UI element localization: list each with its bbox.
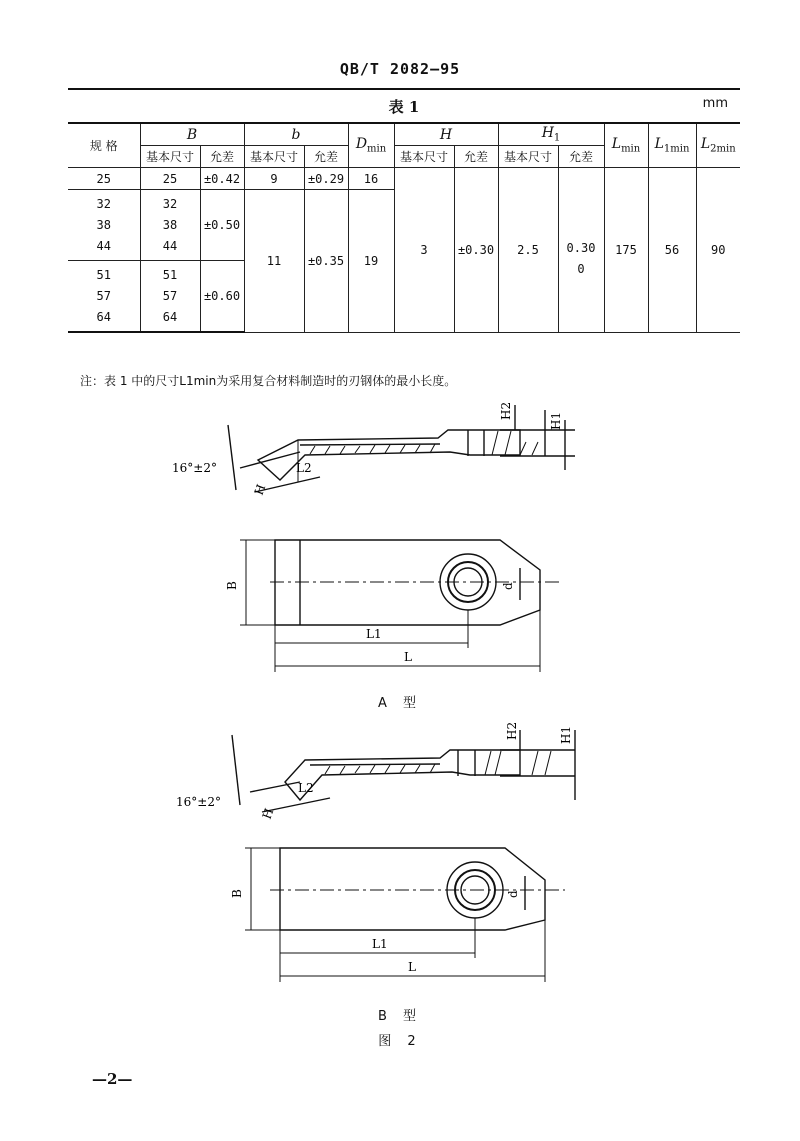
th-D: $D_{min}$ — [348, 123, 394, 168]
table-note: 注：表 1 中的尺寸L1min为采用复合材料制造时的刃钢体的最小长度。 — [80, 374, 457, 388]
spec-cell: 25 — [68, 168, 140, 190]
angle-label: 16°±2° — [176, 795, 221, 809]
H1-label: H1 — [549, 411, 563, 430]
D-cell: 19 — [348, 190, 394, 333]
table-title: 表 1 — [388, 98, 420, 116]
d-label: d — [506, 890, 520, 898]
th-H1: $H_1$ — [498, 123, 604, 146]
B-label: B — [225, 581, 239, 590]
B-basic-cell: 51 57 64 — [140, 261, 200, 333]
angle-label: 16°±2° — [172, 461, 217, 475]
Lmin-cell: 175 — [604, 168, 648, 333]
L2-label: L2 — [298, 781, 314, 795]
L2-label: L2 — [296, 461, 312, 475]
table-caption — [68, 96, 740, 118]
H2-label: H2 — [499, 401, 513, 420]
th-Lmin: $L_{min}$ — [604, 123, 648, 168]
th-L2min: $L_{2min}$ — [696, 123, 740, 168]
th-L1min: $L_{1min}$ — [648, 123, 696, 168]
d-label: d — [501, 582, 515, 590]
L-label: L — [408, 960, 416, 974]
H1-label: H1 — [559, 725, 573, 744]
b-tol-cell: ±0.29 — [304, 168, 348, 190]
th-b: b — [244, 123, 348, 146]
table-unit: mm — [702, 96, 728, 111]
B-tol-cell: ±0.60 — [200, 261, 244, 333]
th-H: H — [394, 123, 498, 146]
spec-cell: 51 57 64 — [68, 261, 140, 333]
H-label: H — [259, 806, 277, 822]
H1-basic-cell: 2.5 — [498, 168, 558, 333]
H-tol-cell: ±0.30 — [454, 168, 498, 333]
L2min-cell: 90 — [696, 168, 740, 333]
H2-label: H2 — [505, 721, 519, 740]
H1-tol-cell: 0.30 0 — [558, 168, 604, 333]
B-tol-cell: ±0.50 — [200, 190, 244, 261]
figure-caption: 图 2 — [378, 1034, 422, 1049]
L-label: L — [404, 650, 412, 664]
figure-b-drawing — [0, 720, 800, 1000]
th-H1-basic: 基本尺寸 — [498, 146, 558, 168]
D-cell: 16 — [348, 168, 394, 190]
th-B-tol: 允差 — [200, 146, 244, 168]
L1min-cell: 56 — [648, 168, 696, 333]
figure-b-caption: B 型 — [377, 1009, 423, 1024]
L1-label: L1 — [372, 937, 388, 951]
H-basic-cell: 3 — [394, 168, 454, 333]
L1-label: L1 — [366, 627, 382, 641]
th-H1-tol: 允差 — [558, 146, 604, 168]
th-b-tol: 允差 — [304, 146, 348, 168]
figure-a-drawing — [0, 400, 800, 720]
figure-a-caption: A 型 — [377, 696, 423, 711]
b-basic-cell: 9 — [244, 168, 304, 190]
top-rule — [68, 88, 740, 90]
th-b-basic: 基本尺寸 — [244, 146, 304, 168]
B-tol-cell: ±0.42 — [200, 168, 244, 190]
th-B: B — [140, 123, 244, 146]
spec-table — [68, 122, 740, 333]
spec-cell: 32 38 44 — [68, 190, 140, 261]
b-basic-cell: 11 — [244, 190, 304, 333]
B-basic-cell: 25 — [140, 168, 200, 190]
H-label: H — [251, 482, 269, 498]
standard-header: QB/T 2082—95 — [339, 60, 461, 78]
B-label: B — [230, 889, 244, 898]
th-spec: 规 格 — [68, 123, 140, 168]
th-H-basic: 基本尺寸 — [394, 146, 454, 168]
page-number: —2— — [92, 1070, 133, 1088]
th-H-tol: 允差 — [454, 146, 498, 168]
B-basic-cell: 32 38 44 — [140, 190, 200, 261]
th-B-basic: 基本尺寸 — [140, 146, 200, 168]
b-tol-cell: ±0.35 — [304, 190, 348, 333]
